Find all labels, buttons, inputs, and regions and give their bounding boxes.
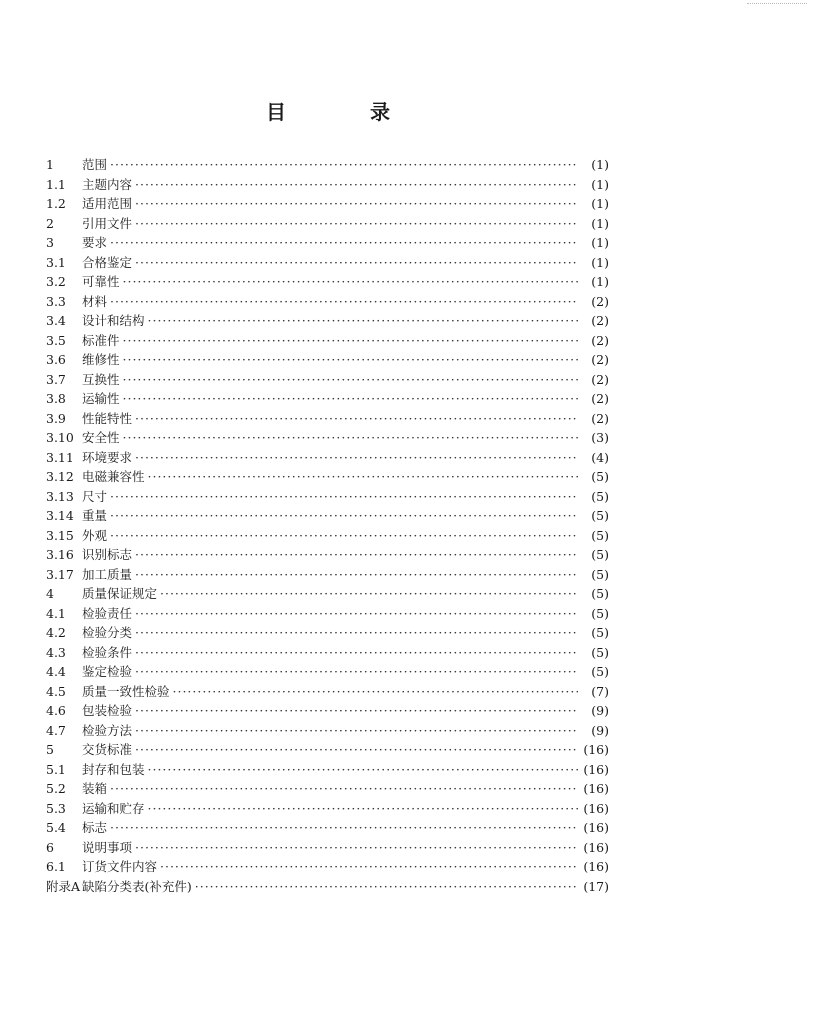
toc-entry-number: 3.10 [46, 430, 74, 445]
scan-artifact [747, 3, 807, 6]
toc-entry-page: (5) [591, 527, 609, 543]
toc-entry-page: (5) [591, 566, 609, 582]
toc-entry[interactable] [46, 350, 609, 370]
toc-entry-number: 3.1 [46, 254, 66, 270]
toc-entry-label: 装箱 [82, 781, 108, 796]
toc-entry-label: 尺寸 [82, 488, 108, 504]
toc-entry-label: 标志 [82, 820, 108, 835]
toc-entry[interactable] [46, 584, 609, 604]
toc-entry[interactable] [46, 623, 609, 643]
toc-entry-page: (1) [591, 215, 609, 231]
toc-entry-label: 安全性 [82, 430, 120, 445]
toc-leader-dots [135, 175, 578, 195]
toc-entry-label: 说明事项 [82, 839, 133, 855]
toc-entry-number: 3.3 [46, 293, 66, 309]
toc-leader-dots [123, 428, 578, 448]
toc-entry-number: 1 [46, 157, 54, 172]
toc-entry-page: (1) [591, 176, 609, 192]
toc-entry-number: 3.16 [46, 547, 74, 562]
toc-entry-number: 2 [46, 215, 54, 231]
toc-entry-page: (2) [591, 313, 609, 328]
toc-entry[interactable] [46, 604, 609, 624]
toc-entry[interactable] [46, 526, 609, 546]
toc-entry-number: 3.13 [46, 488, 74, 504]
toc-entry-number: 4.6 [46, 703, 66, 718]
toc-entry-number: 3.4 [46, 313, 66, 328]
toc-entry[interactable] [46, 779, 609, 799]
toc-leader-dots [135, 623, 578, 643]
toc-entry[interactable] [46, 721, 609, 741]
toc-entry-label: 互换性 [82, 371, 120, 387]
toc-entry-page: (5) [591, 508, 609, 523]
toc-entry-number: 3.5 [46, 332, 66, 348]
toc-entry-page: (7) [591, 683, 609, 699]
toc-leader-dots [135, 662, 578, 682]
toc-entry-label: 交货标准 [82, 742, 133, 757]
toc-leader-dots [123, 331, 578, 351]
toc-entry-label: 适用范围 [82, 196, 133, 211]
title-char-2: 录 [370, 100, 390, 124]
toc-entry-page: (2) [591, 371, 609, 387]
toc-entry-number: 4.7 [46, 722, 66, 738]
toc-leader-dots [110, 526, 578, 546]
toc-entry[interactable] [46, 643, 609, 663]
toc-leader-dots [123, 370, 578, 390]
toc-entry[interactable] [46, 448, 609, 468]
toc-entry-page: (5) [591, 469, 609, 484]
toc-entry-page: (17) [583, 878, 609, 894]
toc-entry-label: 合格鉴定 [82, 254, 133, 270]
toc-entry[interactable] [46, 175, 609, 195]
toc-leader-dots [160, 584, 578, 604]
toc-entry-number: 3 [46, 235, 54, 250]
toc-leader-dots [173, 682, 578, 702]
toc-entry[interactable] [46, 428, 609, 448]
toc-entry[interactable] [46, 545, 609, 565]
toc-entry-label: 封存和包装 [82, 761, 145, 777]
toc-entry[interactable] [46, 506, 609, 526]
toc-entry-page: (4) [591, 449, 609, 465]
toc-entry-number: 1.2 [46, 196, 66, 211]
toc-entry[interactable] [46, 682, 609, 702]
toc-entry-label: 缺陷分类表(补充件) [82, 878, 192, 894]
toc-entry-page: (2) [591, 410, 609, 426]
toc-entry-label: 引用文件 [82, 215, 133, 231]
table-of-contents [46, 155, 609, 896]
toc-leader-dots [135, 565, 578, 585]
toc-leader-dots [110, 292, 578, 312]
toc-entry-page: (1) [591, 235, 609, 250]
toc-entry-page: (2) [591, 332, 609, 348]
toc-entry-page: (16) [583, 820, 609, 835]
toc-entry-number: 3.17 [46, 566, 74, 582]
toc-entry[interactable] [46, 331, 609, 351]
toc-entry-number: 附录A [46, 878, 81, 894]
toc-entry-label: 可靠性 [82, 274, 120, 289]
toc-leader-dots [123, 350, 578, 370]
toc-entry-label: 维修性 [82, 352, 120, 367]
toc-leader-dots [110, 818, 578, 838]
toc-entry-label: 检验分类 [82, 625, 133, 640]
toc-entry[interactable] [46, 253, 609, 273]
toc-entry-number: 3.8 [46, 391, 66, 406]
toc-entry-number: 6.1 [46, 859, 66, 874]
toc-entry[interactable] [46, 740, 609, 760]
toc-entry[interactable] [46, 799, 609, 819]
toc-entry[interactable] [46, 701, 609, 721]
toc-entry-page: (5) [591, 644, 609, 660]
toc-entry-page: (5) [591, 488, 609, 504]
toc-leader-dots [135, 545, 578, 565]
toc-entry-label: 质量保证规定 [82, 586, 158, 601]
toc-entry-number: 4.4 [46, 664, 66, 679]
toc-entry-label: 环境要求 [82, 449, 133, 465]
toc-entry-label: 识别标志 [82, 547, 133, 562]
toc-entry-number: 3.14 [46, 508, 74, 523]
toc-entry-number: 3.7 [46, 371, 66, 387]
toc-entry[interactable] [46, 311, 609, 331]
toc-entry-number: 6 [46, 839, 54, 855]
toc-entry-number: 5.4 [46, 820, 66, 835]
toc-entry[interactable] [46, 194, 609, 214]
toc-leader-dots [148, 467, 578, 487]
toc-leader-dots [135, 253, 578, 273]
toc-entry[interactable] [46, 389, 609, 409]
toc-entry-number: 5 [46, 742, 54, 757]
toc-entry-page: (16) [583, 781, 609, 796]
toc-entry-label: 包装检验 [82, 703, 133, 718]
toc-entry-page: (2) [591, 391, 609, 406]
title-char-1: 目 [266, 100, 286, 124]
toc-entry-page: (5) [591, 625, 609, 640]
toc-entry-label: 鉴定检验 [82, 664, 133, 679]
toc-leader-dots [135, 194, 578, 214]
toc-entry[interactable] [46, 370, 609, 390]
toc-entry-page: (16) [583, 742, 609, 757]
toc-entry-label: 检验方法 [82, 722, 133, 738]
toc-leader-dots [195, 877, 578, 897]
toc-entry-number: 4.5 [46, 683, 66, 699]
toc-leader-dots [135, 409, 578, 429]
toc-entry[interactable] [46, 877, 609, 897]
toc-entry-page: (1) [591, 157, 609, 172]
toc-entry-number: 3.9 [46, 410, 66, 426]
toc-leader-dots [135, 721, 578, 741]
toc-entry-number: 3.2 [46, 274, 66, 289]
toc-leader-dots [123, 389, 578, 409]
toc-leader-dots [160, 857, 578, 877]
toc-entry[interactable] [46, 818, 609, 838]
toc-leader-dots [148, 760, 578, 780]
toc-entry-number: 4.2 [46, 625, 66, 640]
toc-entry-page: (9) [591, 703, 609, 718]
toc-leader-dots [148, 311, 578, 331]
toc-entry-label: 质量一致性检验 [82, 683, 170, 699]
toc-leader-dots [135, 214, 578, 234]
toc-leader-dots [135, 701, 578, 721]
toc-entry[interactable] [46, 467, 609, 487]
toc-entry-label: 设计和结构 [82, 313, 145, 328]
toc-entry-number: 3.12 [46, 469, 74, 484]
toc-entry-label: 运输性 [82, 391, 120, 406]
toc-entry[interactable] [46, 662, 609, 682]
toc-entry-label: 检验责任 [82, 605, 133, 621]
toc-entry[interactable] [46, 565, 609, 585]
toc-entry-label: 主题内容 [82, 176, 133, 192]
toc-entry-number: 4.3 [46, 644, 66, 660]
toc-leader-dots [135, 838, 578, 858]
toc-entry[interactable] [46, 155, 609, 175]
toc-leader-dots [123, 272, 578, 292]
toc-entry[interactable] [46, 487, 609, 507]
toc-entry-label: 重量 [82, 508, 108, 523]
toc-entry-label: 材料 [82, 293, 108, 309]
toc-entry-page: (1) [591, 254, 609, 270]
toc-entry-page: (16) [583, 839, 609, 855]
toc-entry-page: (2) [591, 293, 609, 309]
toc-leader-dots [135, 740, 578, 760]
toc-entry-number: 3.6 [46, 352, 66, 367]
toc-entry-label: 范围 [82, 157, 108, 172]
toc-leader-dots [135, 604, 578, 624]
toc-entry-number: 4 [46, 586, 54, 601]
toc-entry-page: (5) [591, 586, 609, 601]
toc-leader-dots [110, 155, 578, 175]
toc-entry-label: 运输和贮存 [82, 800, 145, 816]
toc-entry[interactable] [46, 214, 609, 234]
toc-entry-page: (1) [591, 274, 609, 289]
toc-entry-page: (16) [583, 800, 609, 816]
toc-entry-number: 3.11 [46, 449, 74, 465]
toc-entry-label: 检验条件 [82, 644, 133, 660]
toc-entry[interactable] [46, 409, 609, 429]
toc-entry-number: 4.1 [46, 605, 66, 621]
toc-leader-dots [110, 487, 578, 507]
toc-entry[interactable] [46, 857, 609, 877]
toc-leader-dots [135, 643, 578, 663]
toc-entry[interactable] [46, 838, 609, 858]
toc-entry[interactable] [46, 233, 609, 253]
toc-entry-number: 5.2 [46, 781, 66, 796]
toc-entry-label: 电磁兼容性 [82, 469, 145, 484]
toc-entry-page: (1) [591, 196, 609, 211]
toc-entry-page: (2) [591, 352, 609, 367]
toc-entry-page: (3) [591, 430, 609, 445]
toc-entry-label: 标准件 [82, 332, 120, 348]
toc-entry-label: 外观 [82, 527, 108, 543]
toc-entry-number: 1.1 [46, 176, 66, 192]
toc-entry-number: 5.3 [46, 800, 66, 816]
toc-entry[interactable] [46, 292, 609, 312]
toc-entry-label: 性能特性 [82, 410, 133, 426]
toc-entry-page: (5) [591, 664, 609, 679]
toc-entry-page: (5) [591, 605, 609, 621]
toc-entry-label: 订货文件内容 [82, 859, 158, 874]
toc-entry-label: 要求 [82, 235, 108, 250]
toc-entry-number: 5.1 [46, 761, 66, 777]
toc-entry-label: 加工质量 [82, 566, 133, 582]
toc-leader-dots [148, 799, 578, 819]
toc-leader-dots [110, 779, 578, 799]
toc-leader-dots [110, 506, 578, 526]
toc-entry-page: (5) [591, 547, 609, 562]
toc-entry-page: (16) [583, 859, 609, 874]
toc-leader-dots [135, 448, 578, 468]
toc-entry-number: 3.15 [46, 527, 74, 543]
toc-entry-page: (16) [583, 761, 609, 777]
toc-entry[interactable] [46, 760, 609, 780]
toc-entry-page: (9) [591, 722, 609, 738]
toc-entry[interactable] [46, 272, 609, 292]
toc-leader-dots [110, 233, 578, 253]
